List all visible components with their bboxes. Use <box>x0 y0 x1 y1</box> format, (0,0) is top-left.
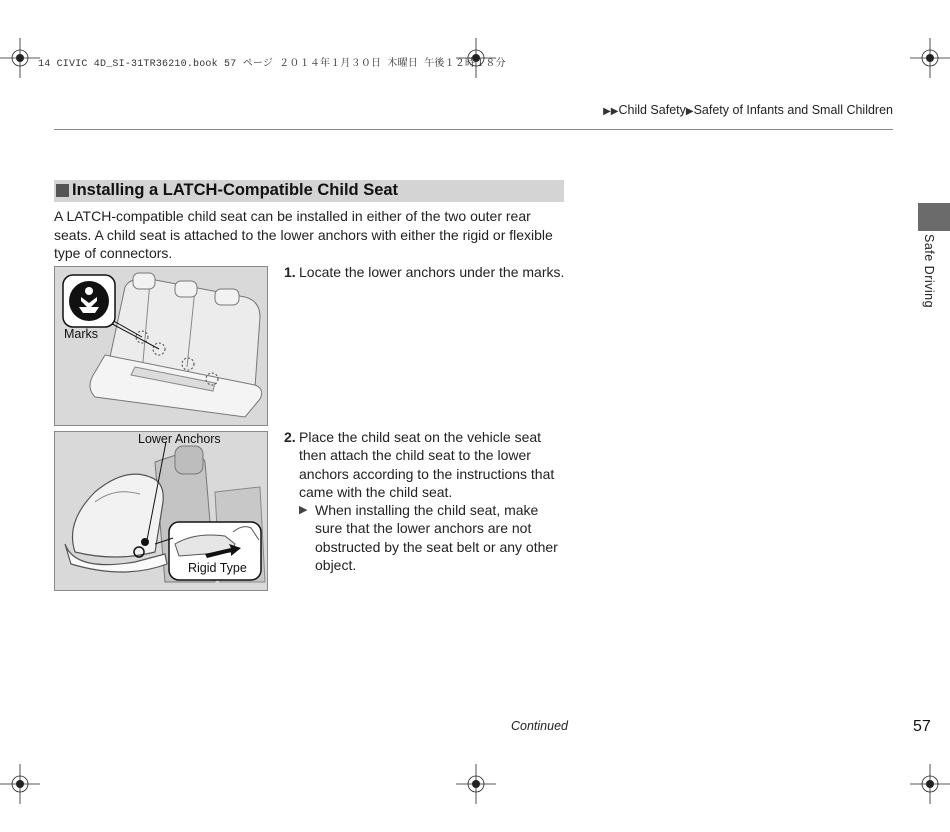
print-header: 14 CIVIC 4D_SI-31TR36210.book 57 ページ ２０１４年１月３０日 木曜日 午後１２時１８分 <box>38 59 506 70</box>
step-number: 2. <box>284 429 296 445</box>
header-rule <box>54 129 893 130</box>
side-tab[interactable] <box>906 234 946 314</box>
crop-mark-bottom-left <box>0 764 40 804</box>
note-text: When installing the child seat, make sure that the lower anchors are not obstructed by the seat belt or any other object. <box>315 502 558 573</box>
crop-mark-top-right <box>910 38 950 78</box>
figure-label-rigid-type: Rigid Type <box>188 561 247 575</box>
step-number: 1. <box>284 264 296 280</box>
step-text: Place the child seat on the vehicle seat then attach the child seat to the lower anchors according to the instructions that came with the child seat. <box>299 429 555 500</box>
breadcrumb-separator-icon: ▶ <box>685 106 694 117</box>
crop-mark-bottom-right <box>910 764 950 804</box>
figure-label-lower-anchors: Lower Anchors <box>138 432 221 446</box>
section-title: Installing a LATCH-Compatible Child Seat <box>72 181 399 199</box>
crop-mark-top-left <box>0 38 40 78</box>
section-square-icon <box>56 184 69 197</box>
breadcrumb-item-child-safety[interactable]: Child Safety <box>618 103 686 117</box>
rear-seat-illustration <box>55 267 267 425</box>
crop-mark-bottom-center <box>456 764 496 804</box>
note-triangle-icon: ▶ <box>299 504 308 516</box>
breadcrumb-arrow-icon: ▶▶ <box>603 106 619 117</box>
side-tab-label: Safe Driving <box>922 234 936 309</box>
continued-label: Continued <box>511 719 568 733</box>
step-text: Locate the lower anchors under the marks. <box>299 264 565 280</box>
figure-label-marks: Marks <box>64 327 99 341</box>
breadcrumb-item-safety-infants[interactable]: Safety of Infants and Small Children <box>693 103 893 117</box>
side-tab-marker <box>918 203 950 231</box>
lower-anchors-figure <box>54 431 268 591</box>
page-number: 57 <box>913 718 931 735</box>
breadcrumb <box>603 103 893 117</box>
section-heading <box>54 180 564 202</box>
section-intro: A LATCH-compatible child seat can be installed in either of the two outer rear seats. A child seat is attached to the lower anchors with either the rigid or flexible type of connectors. <box>54 208 553 261</box>
rear-seat-marks-figure <box>54 266 268 426</box>
